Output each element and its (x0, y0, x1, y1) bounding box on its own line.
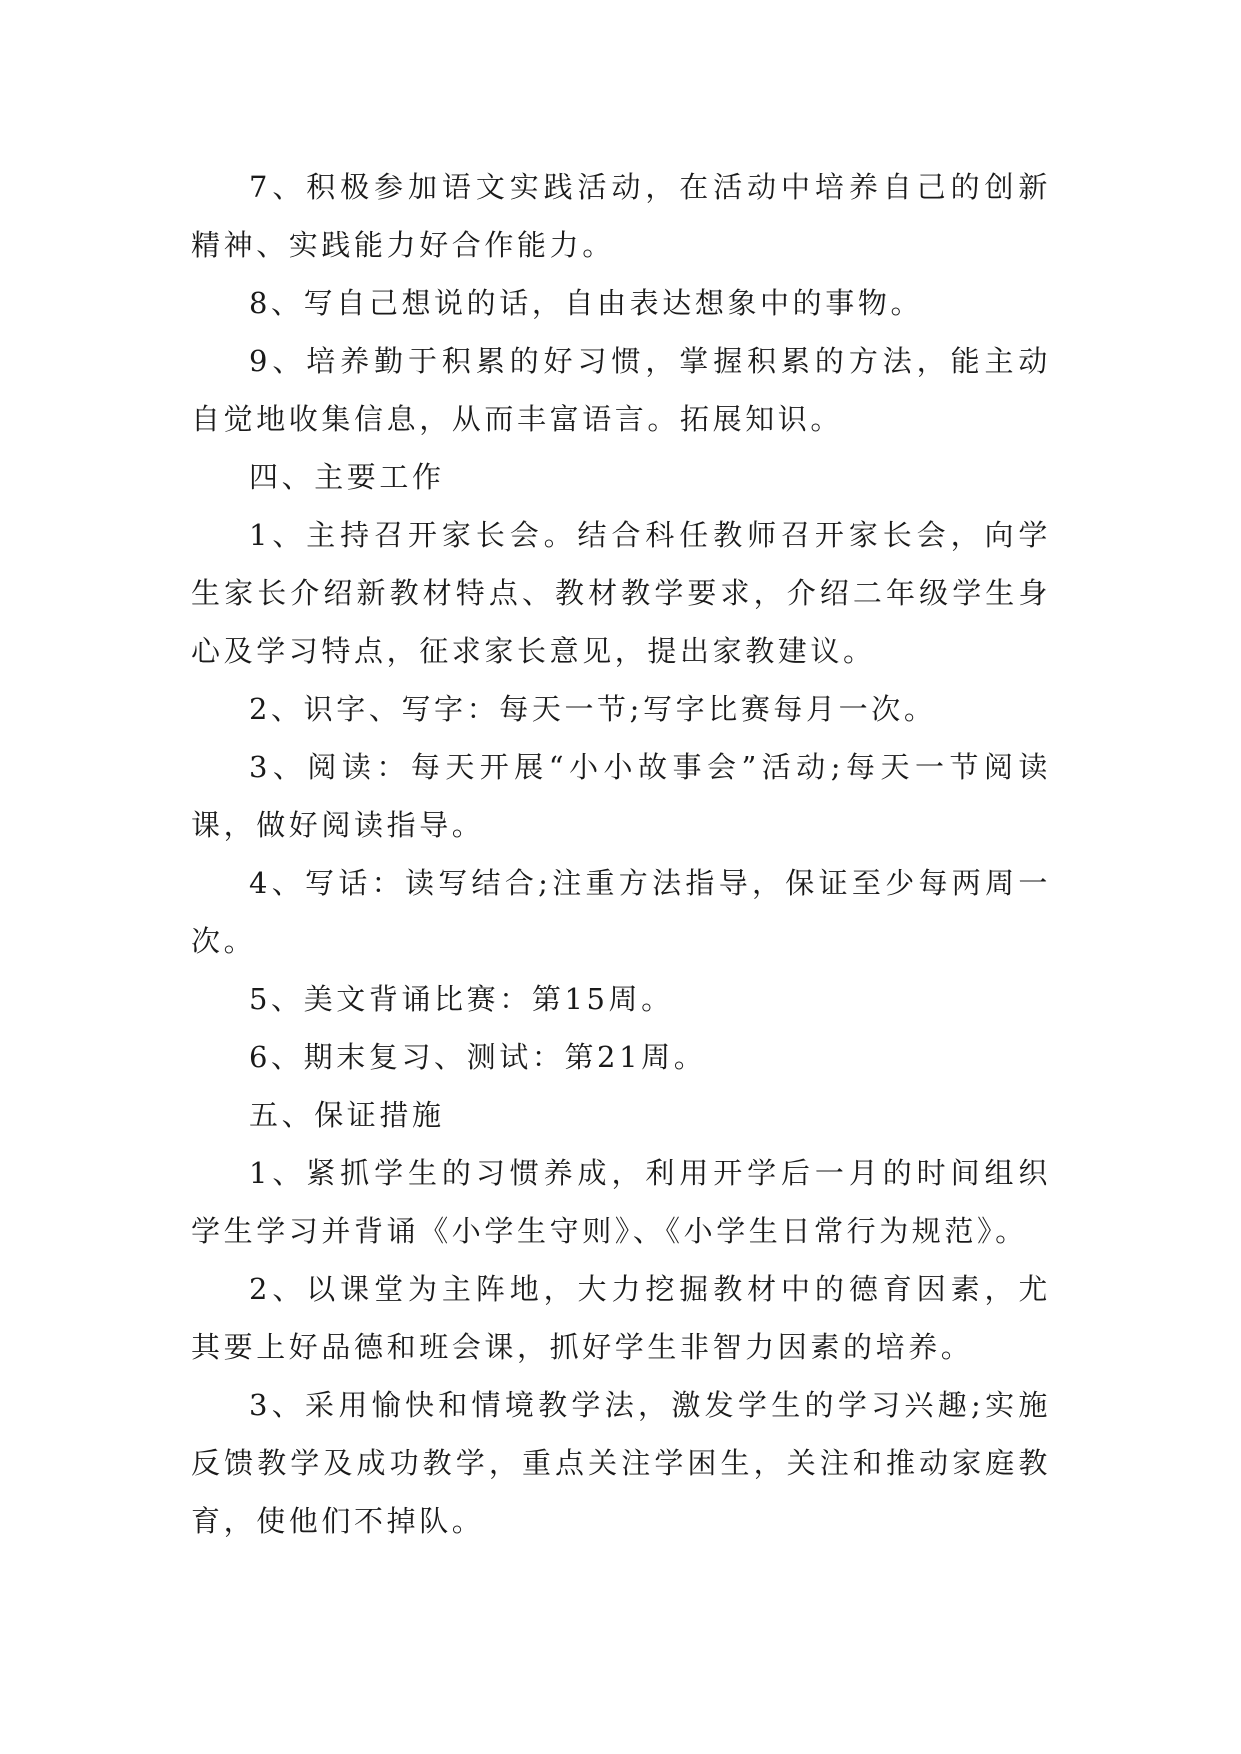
paragraph-work-1: 1、主持召开家长会。结合科任教师召开家长会，向学生家长介绍新教材特点、教材教学要求，介绍二年级学生身心及学习特点，征求家长意见，提出家教建议。 (191, 518, 1051, 668)
paragraph-work-2: 2、识字、写字：每天一节;写字比赛每月一次。 (249, 692, 937, 726)
paragraph-goal-9: 9、培养勤于积累的好习惯，掌握积累的方法，能主动自觉地收集信息，从而丰富语言。拓展知识。 (191, 344, 1051, 436)
paragraph-measure-3: 3、采用愉快和情境教学法，激发学生的学习兴趣;实施反馈教学及成功教学，重点关注学困生，关注和推动家庭教育，使他们不掉队。 (191, 1388, 1051, 1538)
paragraph-work-5: 5、美文背诵比赛：第15周。 (249, 982, 674, 1016)
section-heading-main-work: 四、主要工作 (249, 460, 445, 494)
paragraph-goal-8: 8、写自己想说的话，自由表达想象中的事物。 (249, 286, 924, 320)
paragraph-goal-7: 7、积极参加语文实践活动，在活动中培养自己的创新精神、实践能力好合作能力。 (191, 170, 1051, 262)
paragraph-work-4: 4、写话：读写结合;注重方法指导，保证至少每两周一次。 (191, 866, 1051, 958)
paragraph-work-6: 6、期末复习、测试：第21周。 (249, 1040, 707, 1074)
section-heading-measures: 五、保证措施 (249, 1098, 445, 1132)
paragraph-measure-1: 1、紧抓学生的习惯养成，利用开学后一月的时间组织学生学习并背诵《小学生守则》、《小学生日常行为规范》。 (191, 1156, 1051, 1248)
document-body (191, 158, 1051, 1550)
paragraph-measure-2: 2、以课堂为主阵地，大力挖掘教材中的德育因素，尤其要上好品德和班会课，抓好学生非智力因素的培养。 (191, 1272, 1051, 1364)
paragraph-work-3: 3、阅读：每天开展“小小故事会”活动;每天一节阅读课，做好阅读指导。 (191, 750, 1051, 842)
